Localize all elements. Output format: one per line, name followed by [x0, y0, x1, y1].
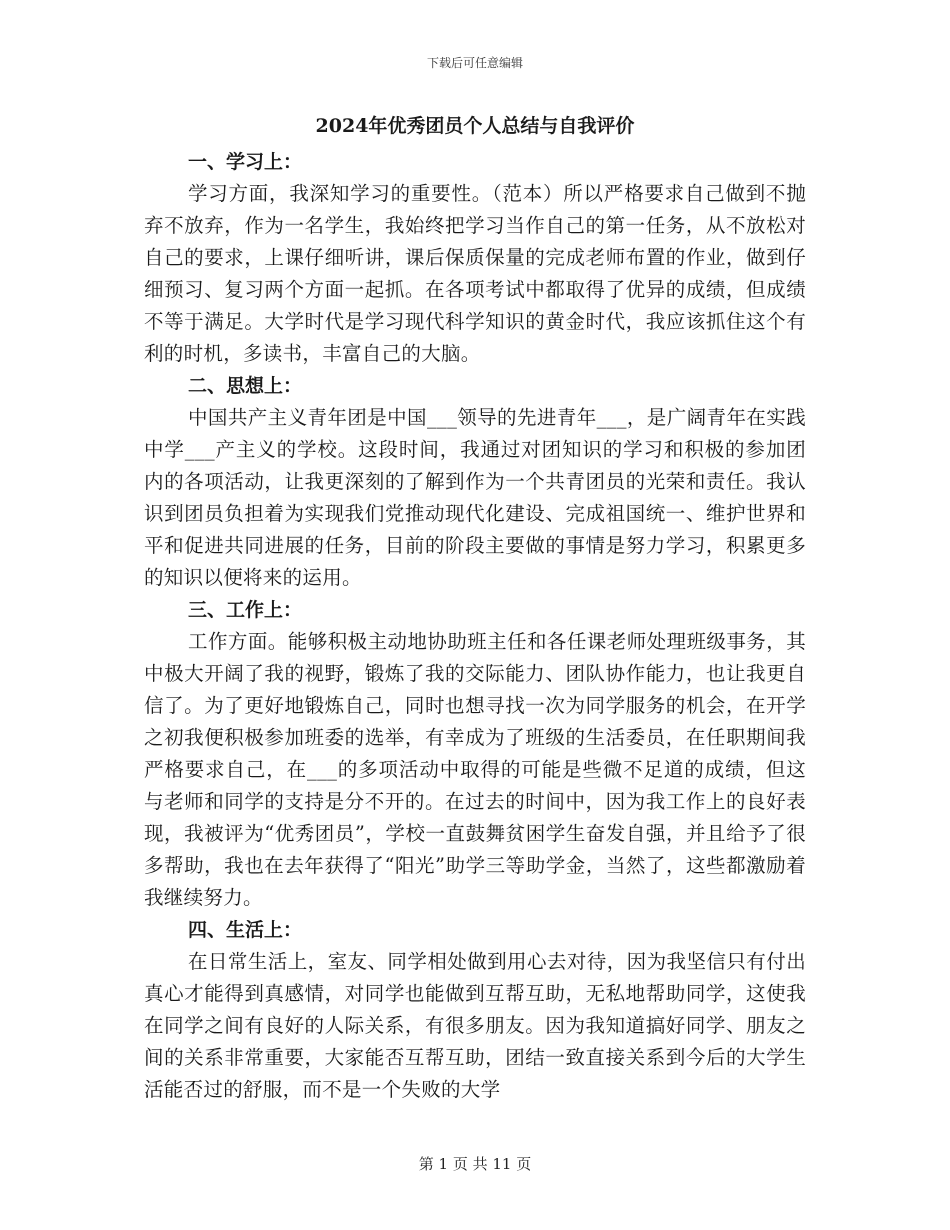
section-paragraph-thought: 中国共产主义青年团是中国___领导的先进青年___，是广阔青年在实践中学___产主义的学校。这段时间，我通过对团知识的学习和积极的参加团内的各项活动，让我更深刻的了解到作为一个共青团员的光荣和责任。我认识到团员负担着为实现我们党推动现代化建设、完成祖国统一、维护世界和平和促进共同进展的任务，目前的阶段主要做的事情是努力学习，积累更多的知识以便将来的运用。	[144, 406, 806, 589]
document-body	[144, 106, 806, 1106]
page-number-footer: 第 1 页 共 11 页	[418, 1155, 532, 1173]
section-paragraph-work: 工作方面。能够积极主动地协助班主任和各任课老师处理班级事务，其中极大开阔了我的视野，锻炼了我的交际能力、团队协作能力，也让我更自信了。为了更好地锻炼自己，同时也想寻找一次为同学服务的机会，在开学之初我便积极参加班委的选举，有幸成为了班级的生活委员，在任职期间我严格要求自己，在___的多项活动中取得的可能是些微不足道的成绩，但这与老师和同学的支持是分不开的。在过去的时间中，因为我工作上的良好表现，我被评为“优秀团员”，学校一直鼓舞贫困学生奋发自强，并且给予了很多帮助，我也在去年获得了“阳光”助学三等助学金，当然了，这些都激励着我继续努力。	[144, 630, 806, 909]
section-heading-life: 四、生活上：	[188, 919, 303, 941]
section-heading-thought: 二、思想上：	[188, 375, 303, 397]
section-paragraph-life: 在日常生活上，室友、同学相处做到用心去对待，因为我坚信只有付出真心才能得到真感情，对同学也能做到互帮互助，无私地帮助同学，这使我在同学之间有良好的人际关系，有很多朋友。因为我知道搞好同学、朋友之间的关系非常重要，大家能否互帮互助，团结一致直接关系到今后的大学生活能否过的舒服，而不是一个失败的大学	[144, 950, 806, 1101]
section-heading-study: 一、学习上：	[188, 151, 303, 173]
section-heading-work: 三、工作上：	[188, 599, 303, 621]
section-paragraph-study: 学习方面，我深知学习的重要性。（范本）所以严格要求自己做到不抛弃不放弃，作为一名学生，我始终把学习当作自己的第一任务，从不放松对自己的要求，上课仔细听讲，课后保质保量的完成老师布置的作业，做到仔细预习、复习两个方面一起抓。在各项考试中都取得了优异的成绩，但成绩不等于满足。大学时代是学习现代科学知识的黄金时代，我应该抓住这个有利的时机，多读书，丰富自己的大脑。	[144, 182, 806, 365]
document-title: 2024年优秀团员个人总结与自我评价	[315, 115, 635, 137]
page-header-note: 下载后可任意编辑	[426, 56, 523, 70]
